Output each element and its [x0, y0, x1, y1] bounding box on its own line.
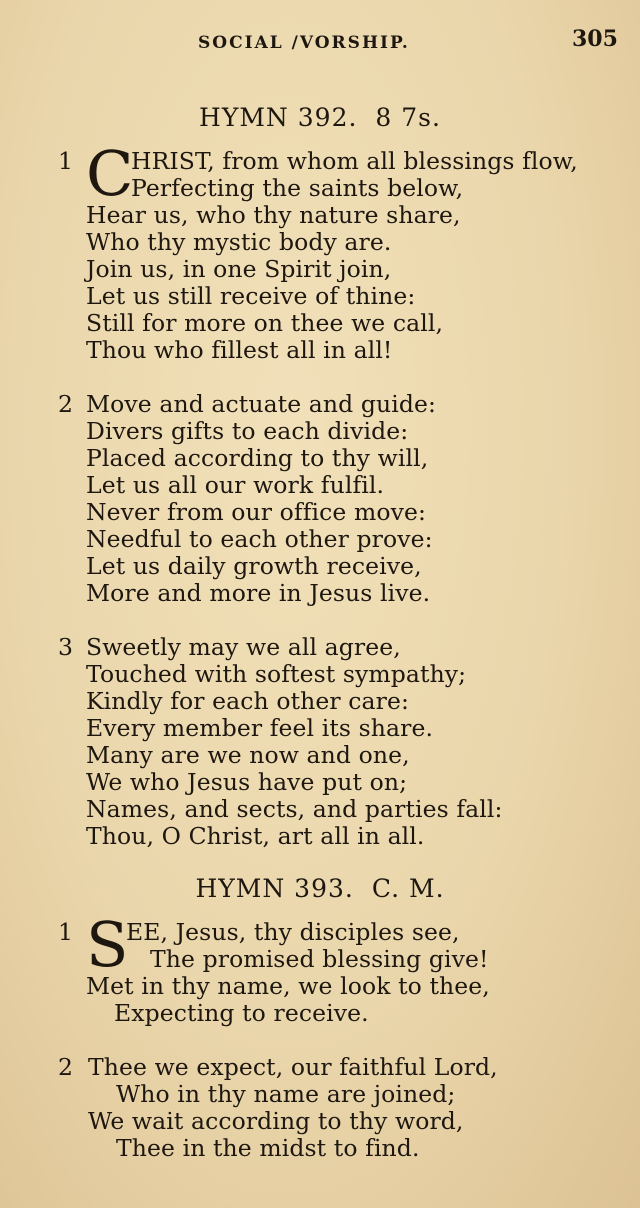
- hymn-line: Who thy mystic body are.: [86, 228, 392, 256]
- hymn-line: Kindly for each other care:: [86, 687, 410, 715]
- hymn-line: Names, and sects, and parties fall:: [86, 795, 503, 823]
- hymn-line: Never from our office move:: [86, 498, 427, 526]
- hymn-line: Met in thy name, we look to thee,: [86, 972, 490, 1000]
- verse-number: 2: [58, 1053, 73, 1081]
- hymn-line: Thee we expect, our faithful Lord,: [88, 1053, 498, 1081]
- hymn-line: Hear us, who thy nature share,: [86, 201, 461, 229]
- hymn-line: Move and actuate and guide:: [86, 390, 437, 418]
- hymn-line: We who Jesus have put on;: [86, 768, 408, 796]
- hymn-line: Divers gifts to each divide:: [86, 417, 409, 445]
- drop-cap: C: [86, 137, 134, 210]
- verse-number: 1: [58, 147, 73, 175]
- hymn-line: Touched with softest sympathy;: [86, 660, 467, 688]
- hymn-line: Let us daily growth receive,: [86, 552, 422, 580]
- verse-number: 1: [58, 918, 73, 946]
- hymn-line: Join us, in one Spirit join,: [86, 255, 392, 283]
- hymn-number: HYMN 392.: [199, 103, 358, 132]
- hymn-line: Let us all our work fulfil.: [86, 471, 385, 499]
- hymn-line: Expecting to receive.: [114, 999, 369, 1027]
- verse-number: 3: [58, 633, 73, 661]
- hymn-line: Many are we now and one,: [86, 741, 410, 769]
- hymn-line: Every member feel its share.: [86, 714, 434, 742]
- hymn-393-title: [0, 874, 640, 903]
- verse-number: 2: [58, 390, 73, 418]
- hymn-392-title: [0, 103, 640, 132]
- hymn-line: Sweetly may we all agree,: [86, 633, 401, 661]
- hymn-line: Who in thy name are joined;: [116, 1080, 456, 1108]
- hymn-line: Thou, O Christ, art all in all.: [86, 822, 425, 850]
- hymn-meter: 8 7s.: [375, 103, 441, 132]
- hymn-line: Thee in the midst to find.: [116, 1134, 420, 1162]
- hymn-number: HYMN 393.: [195, 874, 354, 903]
- hymn-line: Still for more on thee we call,: [86, 309, 444, 337]
- running-head: SOCIAL /VORSHIP.: [198, 33, 410, 53]
- hymn-line: HRIST, from whom all blessings flow,: [131, 147, 578, 175]
- hymn-line: More and more in Jesus live.: [86, 579, 431, 607]
- hymn-line: Thou who fillest all in all!: [86, 336, 393, 364]
- hymn-line: Let us still receive of thine:: [86, 282, 416, 310]
- hymn-line: Placed according to thy will,: [86, 444, 429, 472]
- hymn-line: EE, Jesus, thy disciples see,: [126, 918, 460, 946]
- hymn-line: We wait according to thy word,: [88, 1107, 464, 1135]
- hymn-meter: C. M.: [371, 874, 445, 903]
- hymn-line: Needful to each other prove:: [86, 525, 433, 553]
- hymn-line: Perfecting the saints below,: [131, 174, 464, 202]
- page-number: 305: [572, 26, 618, 52]
- hymn-line: The promised blessing give!: [150, 945, 489, 973]
- drop-cap: S: [86, 908, 129, 981]
